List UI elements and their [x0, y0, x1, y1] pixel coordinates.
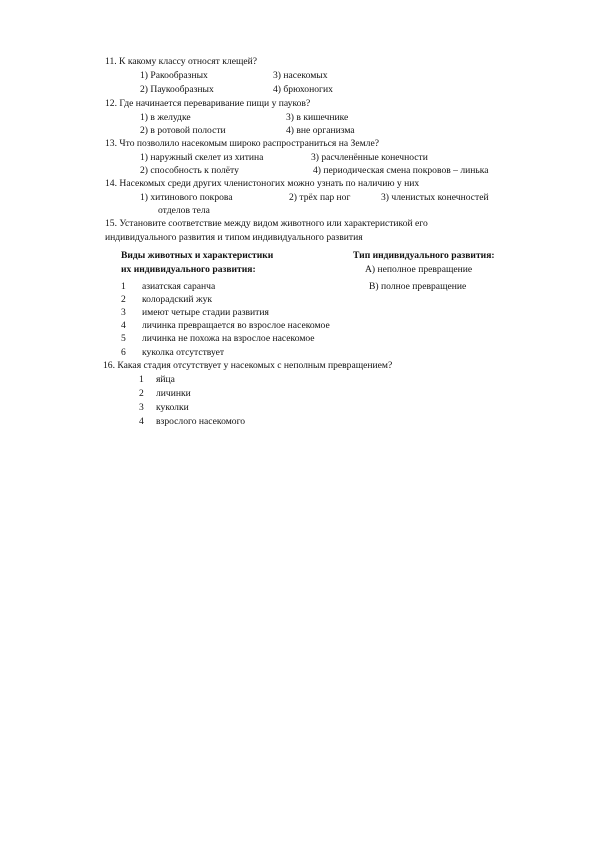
q16-option-2-number: 2 — [139, 388, 144, 399]
q15-type-b: В) полное превращение — [369, 281, 467, 292]
q15-type-a: А) неполное превращение — [365, 264, 473, 275]
q16-option-1-number: 1 — [139, 374, 144, 385]
q16-option-3-number: 3 — [139, 402, 144, 413]
q16-option-1: яйца — [156, 374, 175, 385]
q11-option-3: 3) насекомых — [273, 70, 328, 81]
q12-text: 12. Где начинается переваривание пищи у пауков? — [105, 98, 311, 109]
q14-option-3: 3) членистых конечностей — [381, 192, 489, 203]
q12-option-1: 1) в желудке — [140, 112, 191, 123]
q14-option-1: 1) хитинового покрова — [140, 192, 233, 203]
q15-text-line-1: 15. Установите соответствие между видом животного или характеристикой его — [105, 218, 428, 229]
q15-item-4: личинка превращается во взрослое насекомое — [142, 320, 330, 331]
q15-item-5-number: 5 — [121, 333, 126, 344]
q15-item-1-number: 1 — [121, 281, 126, 292]
q14-text: 14. Насекомых среди других членистоногих можно узнать по наличию у них — [105, 178, 420, 189]
q13-option-2: 2) способность к полёту — [140, 165, 239, 176]
q11-option-2: 2) Паукообразных — [140, 84, 214, 95]
q14-option-2: 2) трёх пар ног — [289, 192, 351, 203]
q15-item-3-number: 3 — [121, 307, 126, 318]
q13-option-3: 3) расчленённые конечности — [311, 152, 428, 163]
q13-option-4: 4) периодическая смена покровов – линька — [313, 165, 489, 176]
q15-item-2: колорадский жук — [142, 294, 213, 305]
q15-item-1: азиатская саранча — [142, 281, 216, 292]
q11-option-1: 1) Ракообразных — [140, 70, 208, 81]
q12-option-4: 4) вне организма — [286, 125, 355, 136]
q15-item-6: куколка отсутствует — [142, 347, 225, 358]
q15-item-4-number: 4 — [121, 320, 126, 331]
q14-option-4: отделов тела — [158, 205, 210, 216]
q12-option-2: 2) в ротовой полости — [140, 125, 226, 136]
q15-item-6-number: 6 — [121, 347, 126, 358]
q16-option-4-number: 4 — [139, 416, 144, 427]
q13-text: 13. Что позволило насекомым широко распространиться на Земле? — [105, 138, 379, 149]
q15-item-3: имеют четыре стадии развития — [142, 307, 269, 318]
q15-left-heading-1: Виды животных и характеристики — [121, 250, 274, 261]
q13-option-1: 1) наружный скелет из хитина — [140, 152, 264, 163]
q16-option-4: взрослого насекомого — [156, 416, 246, 427]
q15-text-line-2: индивидуального развития и типом индивидуального развития — [105, 232, 363, 243]
q15-item-5: личинка не похожа на взрослое насекомое — [142, 333, 315, 344]
q16-text: 16. Какая стадия отсутствует у насекомых с неполным превращением? — [103, 360, 393, 371]
q15-item-2-number: 2 — [121, 294, 126, 305]
q11-option-4: 4) брюхоногих — [273, 84, 333, 95]
q11-text: 11. К какому классу относят клещей? — [105, 56, 257, 67]
q15-right-heading: Тип индивидуального развития: — [353, 250, 495, 261]
q16-option-3: куколки — [156, 402, 189, 413]
q16-option-2: личинки — [156, 388, 191, 399]
q12-option-3: 3) в кишечнике — [286, 112, 349, 123]
q15-left-heading-2: их индивидуального развития: — [121, 264, 256, 275]
